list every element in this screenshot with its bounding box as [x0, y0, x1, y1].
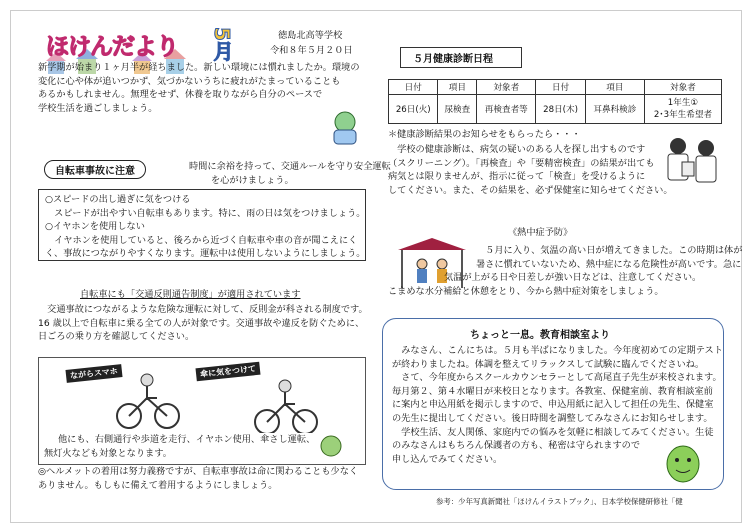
other-violations: 他にも、右側通行や歩道を走行、イヤホン使用、傘さし運転、 無灯火なども対象となります。 [44, 434, 316, 459]
counseling-title: ちょっと一息。教育相談室より [470, 330, 610, 341]
bicycle-notice-box: ○スピードの出し過ぎに気をつける スピードが出やすい自転車もあります。特に、雨の日は気をつけましょう。 ○イヤホンを使用しない イヤホンを使用していると、後ろから近づく自転車や車の音が聞こえにく く、事故につながりやすくなります。運転中は使用しないようにしましょう。 [38, 189, 366, 261]
sign-umbrella: 傘に気をつけて [195, 362, 260, 382]
table-row: 26日(火) 尿検査 再検査者等 28日(木) 耳鼻科検診 1年生① 2･3年生希望者 [389, 95, 722, 124]
rule-heading: 自転車にも「交通反則通告制度」が適用されています [80, 289, 301, 300]
school-name: 徳島北高等学校 [278, 30, 343, 41]
checkup-title: ５月健康診断日程 [400, 47, 522, 68]
bicycle-section-title: 自転車事故に注意 [44, 160, 146, 179]
counseling-text: みなさん、こんにちは。５月も半ばになりました。今年度初めての定期テスト が終わりましたね。体調を整えてリラックスして試験に臨んでくださいね。 さて、今年度からスクールカウンセラーとして高尾直子先生が来校されます。 毎月第２、第４水曜日が来校日となります。各教室、保健室前、教育相談室前 に案内と申込用紙を掲示しますので、申込用紙に記入して担任の先生、保健室 の先生に提出してください。後日時間を調整してみなさんにお知らせします。 学校生活、友人関係、家庭内での悩みを気軽に相談してみてください。生徒 のみなさんはもちろん保護者の方も、秘密は守られますので 申し込んでみてください。 [392, 345, 723, 465]
month-logo: 5月 [210, 27, 234, 61]
rule-text: 交通事故につながるような危険な運転に対して、反則金が科される制度です。 16 歳以上で自転車に乗る全ての人が対象です。交通事故や違反を防ぐために、 日ごろの乗り方を確認してください。 [38, 304, 368, 343]
results-heading: ＊健康診断結果のお知らせをもらったら・・・ [388, 129, 581, 140]
sign-smartphone: ながらスマホ [65, 364, 122, 383]
heatstroke-text: ５月に入り、気温の高い日が増えてきました。この時期は体が 暑さに慣れていないため、熱中症になる危険性が高いです。急に 気温が上がる日や日差しが強い日などは、注意してください。 こまめな水分補給と休憩をとり、今から熱中症対策をしましょう。 [388, 245, 743, 297]
helmet-note: ◎ヘルメットの着用は努力義務ですが、自転車事故は命に関わることも少なく ありません。もしもに備えて着用するようにしましょう。 [38, 466, 359, 491]
checkup-illustration [662, 132, 722, 190]
bicycle-lead: 時間に余裕を持って、交通ルールを守り安全運転 を心がけましょう。 [189, 161, 391, 186]
student-icon [322, 108, 368, 146]
checkup-schedule-table [388, 79, 722, 124]
heatstroke-heading: 《熱中症予防》 [508, 227, 573, 238]
intro-text: 新学期が始まり１ヶ月半が経ちました。新しい環境には慣れましたか。環境の 変化に心や体が追いつかず、気づかないうちに疲れがたまっていることも あるかもしれません。無理をせず、休養を取りながら自分のペースで 学校生活を過ごしましょう。 [38, 62, 360, 114]
student-illustration [322, 108, 368, 146]
footer-credits: 参考：少年写真新聞社「ほけんイラストブック」、日本学校保健研修社「健 [436, 497, 683, 506]
issue-date: 令和８年５月２０日 [270, 45, 353, 56]
results-text: 学校の健康診断は、病気の疑いのある人を探し出すものです （スクリーニング）。「再検査」や「要精密検査」の結果が出ても 病気とは限りませんが、指示に従って「検査」を受けるように してください。また、その結果を、必ず保健室に知らせてください。 [388, 144, 673, 196]
mascot-illustration [662, 440, 704, 484]
mascot-icon [662, 440, 704, 484]
table-row: 日付 項目 対象者 日付 項目 対象者 [389, 80, 722, 95]
checkup-people-icon [662, 132, 722, 190]
newsletter-logo: ほけんだより [46, 34, 178, 60]
